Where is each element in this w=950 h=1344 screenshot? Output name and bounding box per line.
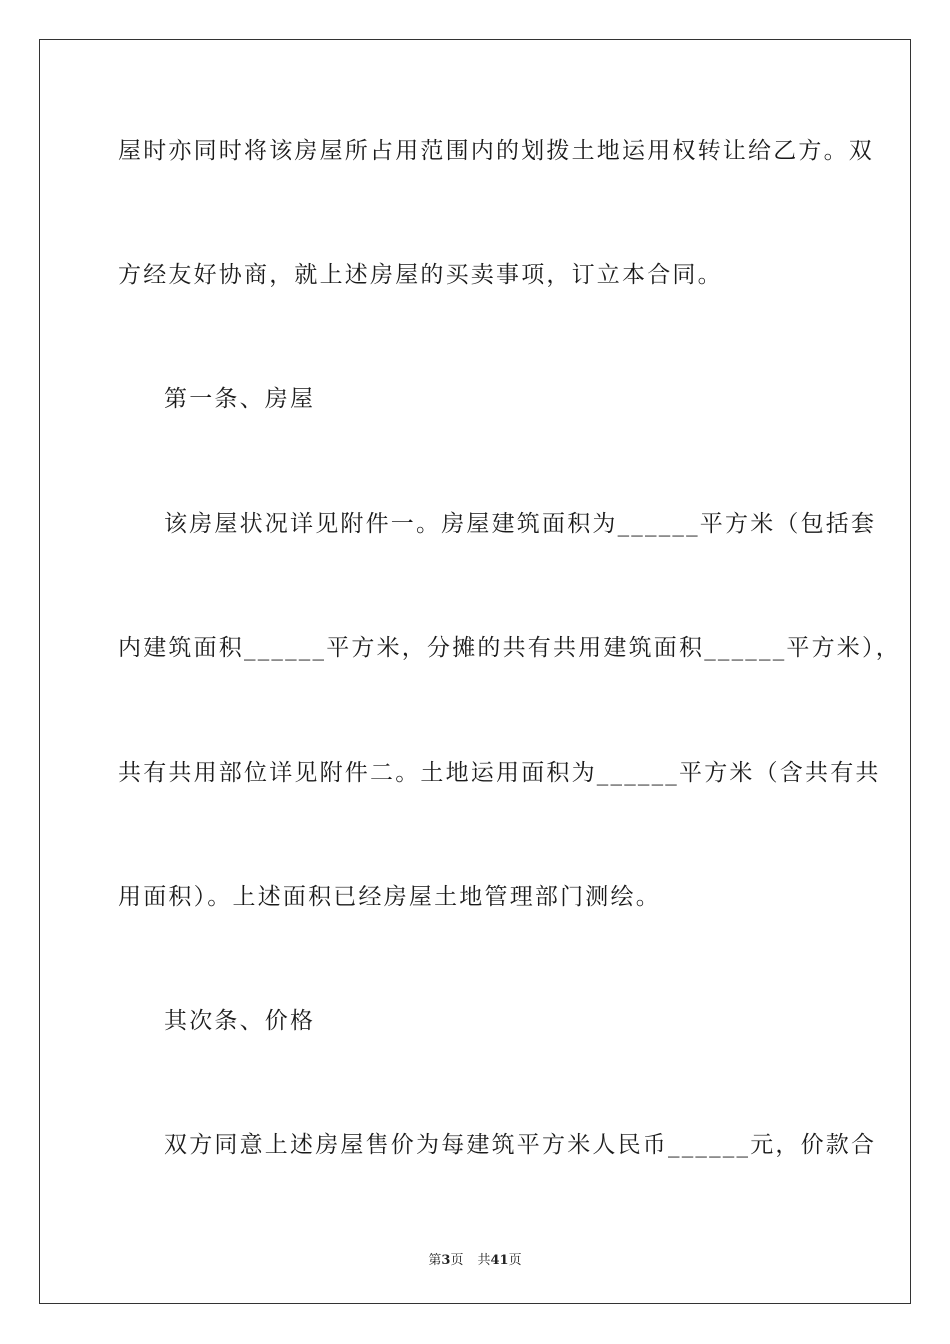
paragraph-line-2: 方经友好协商，就上述房屋的买卖事项，订立本合同。 [118, 262, 723, 288]
page-total: 41 [490, 1253, 509, 1268]
paragraph-line-6: 共有共用部位详见附件二。土地运用面积为______平方米（含共有共 [118, 760, 881, 786]
paragraph-line-9: 双方同意上述房屋售价为每建筑平方米人民币______元，价款合 [164, 1132, 877, 1158]
paragraph-line-4: 该房屋状况详见附件一。房屋建筑面积为______平方米（包括套 [164, 511, 877, 537]
section-heading-price: 其次条、价格 [164, 1008, 316, 1034]
page-footer [0, 1249, 950, 1268]
total-suffix: 页 [508, 1253, 522, 1268]
paragraph-line-5: 内建筑面积______平方米，分摊的共有共用建筑面积______平方米）， [118, 635, 901, 661]
paragraph-line-1: 屋时亦同时将该房屋所占用范围内的划拨土地运用权转让给乙方。双 [118, 138, 874, 164]
page-current: 3 [441, 1253, 451, 1268]
total-prefix: 共 [477, 1253, 491, 1268]
paragraph-line-7: 用面积）。上述面积已经房屋土地管理部门测绘。 [118, 884, 661, 910]
section-heading-house: 第一条、房屋 [164, 386, 316, 412]
page-border [39, 39, 911, 1304]
page-suffix: 页 [450, 1253, 464, 1268]
page-prefix: 第 [428, 1253, 442, 1268]
